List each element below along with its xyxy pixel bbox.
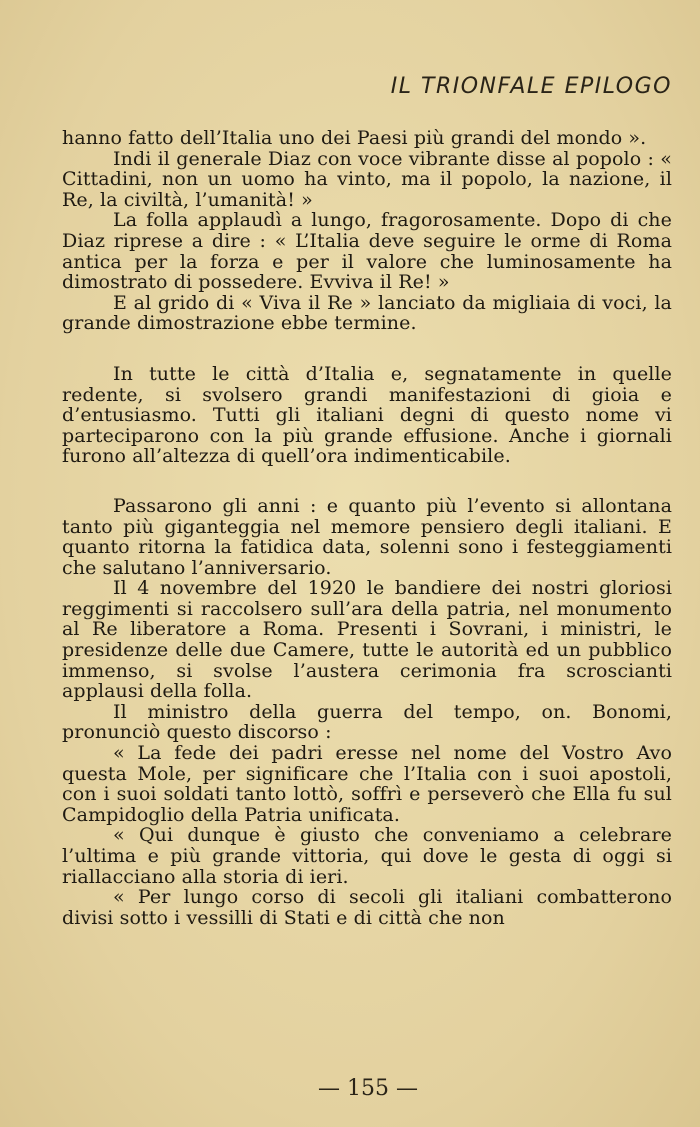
paragraph-10: « Qui dunque è giusto che conveniamo a celebrare l’ultima e più grande vittoria, qui dove le gesta di oggi si riallacciano alla storia di ieri. [62,824,672,888]
paragraph-9: « La fede dei padri eresse nel nome del Vostro Avo questa Mole, per significare che l’Italia con i suoi apostoli, con i suoi soldati tanto lottò, soffrì e perseverò che Ella fu sul Campidoglio della Patria unificata. [62,742,672,826]
paragraph-6: Passarono gli anni : e quanto più l’evento si allontana tanto più giganteggia nel memore pensiero degli italiani. E quanto ritorna la fatidica data, solenni sono i festeggiamenti che salutano l’anniversario. [62,494,672,579]
paragraph-11: « Per lungo corso di secoli gli italiani combatterono divisi sotto i vessilli di Stati e di città che non [62,886,672,929]
paragraph-4: E al grido di « Viva il Re » lanciato da migliaia di voci, la grande dimostrazione ebbe termine. [62,291,672,335]
page-number: — 155 — [318,1076,418,1101]
paragraph-2: Indi il generale Diaz con voce vibrante disse al popolo : « Cittadini, non un uomo ha vinto, ma il popolo, la nazione, il Re, la civiltà, l’umanità! » [62,147,672,211]
paragraph-7: Il 4 novembre del 1920 le bandiere dei nostri gloriosi reggimenti si raccolsero sull’ara della patria, nel monumento al Re liberatore a Roma. Presenti i Sovrani, i ministri, le presidenze delle due Camere, tutte le autorità ed un pubblico immenso, si svolse l’austera cerimonia fra scroscianti applausi della folla. [62,577,672,703]
page-body [62,128,672,928]
paragraph-8: Il ministro della guerra del tempo, on. Bonomi, pronunciò questo discorso : [62,700,672,744]
running-head-title: IL TRIONFALE EPILOGO [390,74,672,99]
paragraph-3: La folla applaudì a lungo, fragorosamente. Dopo di che Diaz riprese a dire : « L’Italia deve seguire le orme di Roma antica per la forza e per il valore che luminosamente ha dimostrato di possedere. Evviva il Re! » [62,209,672,294]
paragraph-5: In tutte le città d’Italia e, segnatamente in quelle redente, si svolsero grandi manifestazioni di gioia e d’entusiasmo. Tutti gli italiani degni di questo nome vi parteciparono con la più grande effusione. Anche i giornali furono all’altezza di quell’ora indimenticabile. [62,362,672,468]
paragraph-1: hanno fatto dell’Italia uno dei Paesi più grandi del mondo ». [62,127,647,149]
